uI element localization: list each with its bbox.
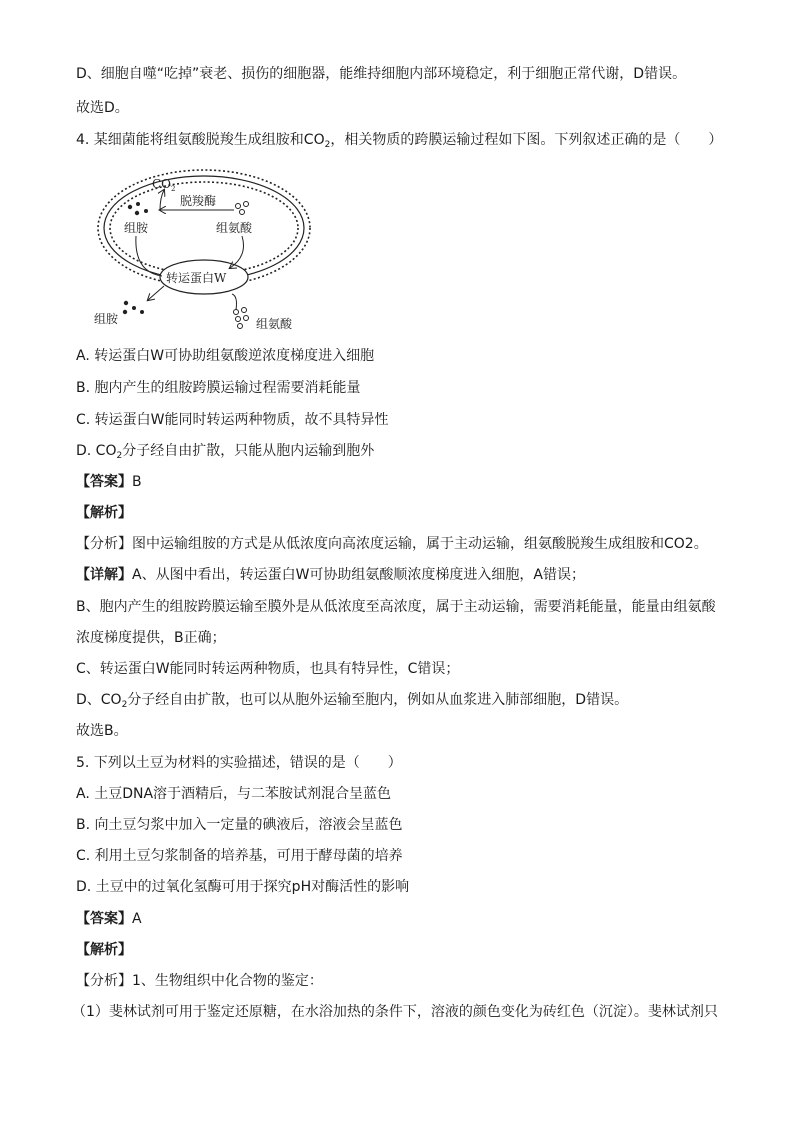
analysis-label: 【解析】: [76, 505, 132, 521]
co2-label: $CO_2$: [152, 177, 176, 193]
q5-answer: [76, 909, 142, 929]
q4-detail-c: [76, 659, 459, 679]
text-span: D、CO: [76, 692, 122, 708]
answer-label: 【答案】: [76, 911, 132, 927]
q4-analysis-heading: [76, 503, 132, 523]
text-span: 故选B。: [76, 723, 128, 739]
histamine-outside-label: 组胺: [94, 312, 119, 326]
q4-detail-d: [76, 690, 628, 715]
text-span: （1）斐林试剂可用于鉴定还原糖，在水浴加热的条件下，溶液的颜色变化为砖红色（沉淀）。斐林试剂只: [72, 1004, 718, 1020]
text-span: D、细胞自噬“吃掉”衰老、损伤的细胞器，能维持细胞内部环境稳定，利于细胞正常代谢，D错误。: [76, 66, 687, 82]
text-line: [76, 98, 129, 118]
q5-option-a: [76, 784, 391, 804]
answer-value: B: [132, 474, 142, 490]
histamine-outside-dots: [123, 301, 144, 314]
q4-detail-b-1: [76, 597, 716, 617]
q5-option-b: [76, 815, 403, 835]
q4-option-d: [76, 441, 374, 466]
histidine-in-arrow: [230, 236, 244, 268]
answer-label: 【答案】: [76, 474, 132, 490]
text-span: B. 向土豆匀浆中加入一定量的碘液后，溶液会呈蓝色: [76, 817, 403, 833]
question-5: [76, 753, 402, 773]
q5-option-c: [76, 846, 403, 866]
q4-fenxi: [76, 534, 708, 554]
text-span: C. 利用土豆匀浆制备的培养基，可用于酵母菌的培养: [76, 848, 403, 864]
q5-detail-1: [72, 1002, 718, 1022]
answer-value: A: [132, 911, 142, 927]
histamine-inside-label: 组胺: [124, 221, 149, 235]
text-span: D. 土豆中的过氧化氢酶可用于探究pH对酶活性的影响: [76, 879, 410, 895]
q5-analysis-heading: [76, 940, 132, 960]
text-span: 4. 某细菌能将组氨酸脱羧生成组胺和CO: [76, 132, 325, 148]
q4-option-a: [76, 346, 374, 366]
subscript: 2: [121, 700, 128, 710]
q4-option-c: [76, 410, 389, 430]
text-span: 分子经自由扩散，也可以从胞外运输至胞内，例如从血浆进入肺部细胞，D错误。: [127, 692, 629, 708]
histamine-inside-dots: [128, 202, 148, 215]
text-span: B. 胞内产生的组胺跨膜运输过程需要消耗能量: [76, 380, 361, 396]
text-line: [76, 64, 686, 84]
text-span: C. 转运蛋白W能同时转运两种物质，故不具特异性: [76, 412, 389, 428]
histidine-outside-dots: [234, 308, 249, 329]
subscript: 2: [116, 451, 123, 461]
subscript: 2: [324, 140, 331, 150]
text-span: A、从图中看出，转运蛋白W可协助组氨酸顺浓度梯度进入细胞，A错误；: [132, 567, 585, 583]
q5-option-d: [76, 877, 409, 897]
histamine-out-arrow: [148, 286, 164, 300]
text-span: 【分析】1、生物组织中化合物的鉴定：: [76, 973, 323, 989]
text-span: B、胞内产生的组胺跨膜运输至膜外是从低浓度至高浓度，属于主动运输，需要消耗能量，能量由组氨酸: [76, 599, 716, 615]
question-4: [76, 130, 722, 155]
q4-answer: [76, 472, 142, 492]
text-span: 【分析】图中运输组胺的方式是从低浓度向高浓度运输，属于主动运输，组氨酸脱羧生成组胺和CO2。: [76, 536, 708, 552]
text-span: D. CO: [76, 443, 117, 459]
histidine-inside-dots: [236, 202, 249, 215]
detail-label: 【详解】: [76, 567, 132, 583]
text-span: 5. 下列以土豆为材料的实验描述，错误的是（ ）: [76, 755, 402, 771]
text-span: C、转运蛋白W能同时转运两种物质，也具有特异性，C错误；: [76, 661, 460, 677]
text-span: A. 转运蛋白W可协助组氨酸逆浓度梯度进入细胞: [76, 348, 375, 364]
text-span: A. 土豆DNA溶于酒精后，与二苯胺试剂混合呈蓝色: [76, 786, 392, 802]
histidine-outside-label: 组氨酸: [256, 317, 293, 331]
q4-xiangjie: [76, 565, 585, 585]
text-span: 故选D。: [76, 100, 129, 116]
enzyme-label: 脱羧酶: [180, 194, 217, 208]
transporter-label: 转运蛋白W: [166, 271, 227, 285]
transport-diagram: [92, 160, 322, 340]
histamine-loop-arrow: [136, 236, 162, 276]
analysis-label: 【解析】: [76, 942, 132, 958]
text-span: 浓度梯度提供，B正确；: [76, 630, 226, 646]
q5-fenxi: [76, 971, 323, 991]
co2-arrow: [160, 190, 164, 210]
q4-detail-b-2: [76, 628, 226, 648]
text-span: 分子经自由扩散，只能从胞内运输到胞外: [122, 443, 375, 459]
q4-option-b: [76, 378, 361, 398]
histidine-inside-label: 组氨酸: [216, 221, 253, 235]
q4-conclusion: [76, 721, 128, 741]
text-span: ，相关物质的跨膜运输过程如下图。下列叙述正确的是（ ）: [330, 132, 723, 148]
histidine-out-arrow: [232, 294, 237, 310]
